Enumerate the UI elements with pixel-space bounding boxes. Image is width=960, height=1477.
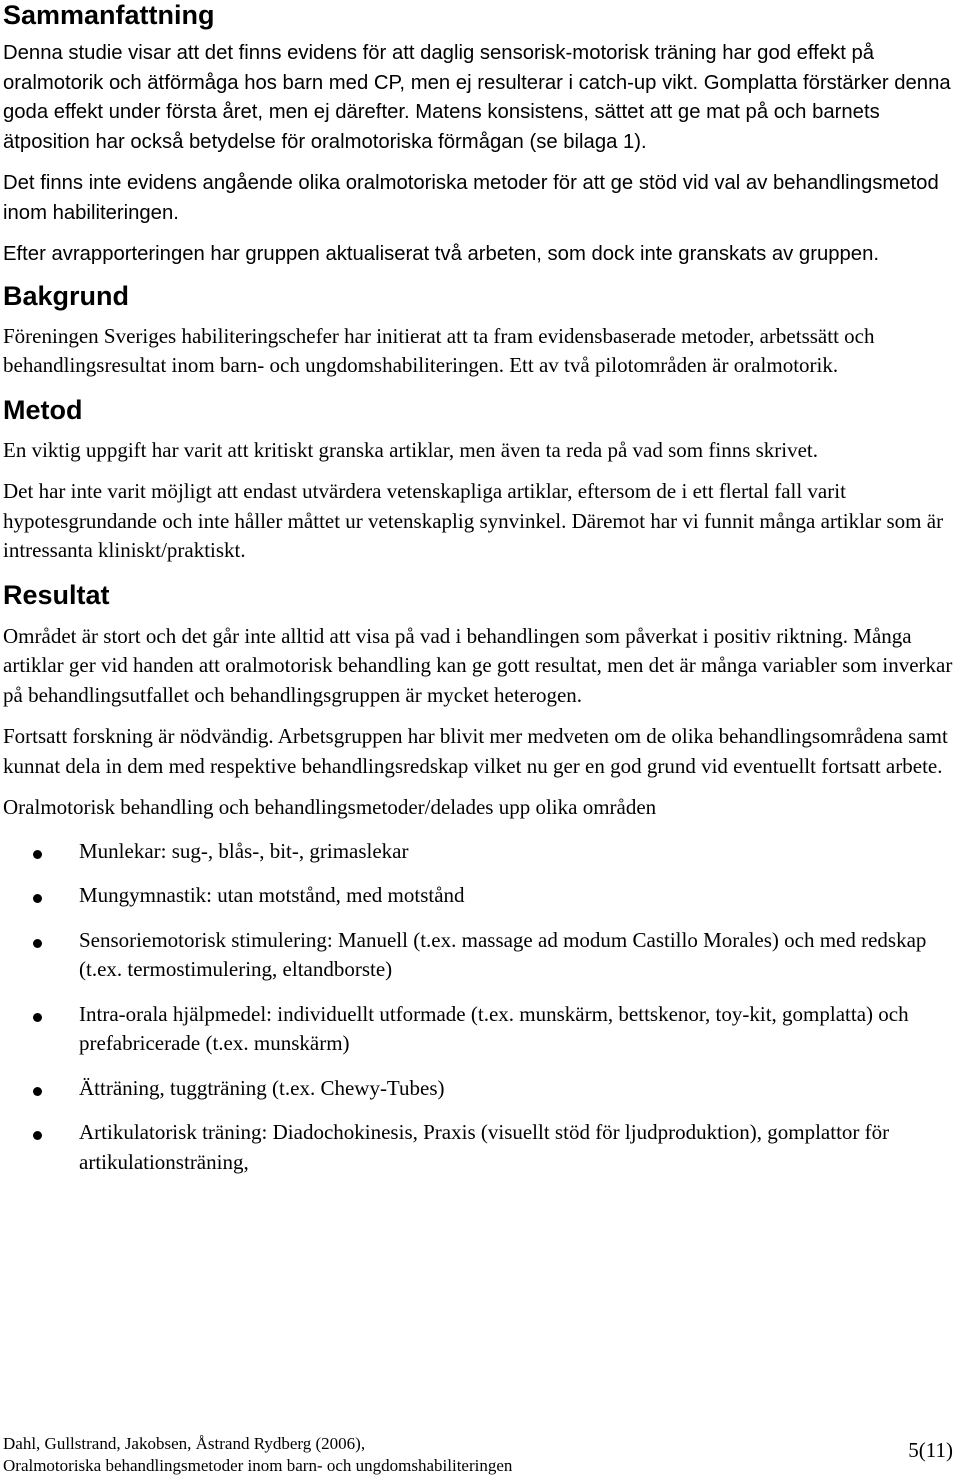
bullet-icon (33, 1013, 42, 1022)
page-footer (3, 1433, 953, 1476)
method-heading: Metod (3, 394, 83, 425)
summary-paragraph-2: Det finns inte evidens angående olika oralmotoriska metoder för att ge stöd vid val av behandlingsmetod inom habiliteringen. (3, 172, 939, 224)
list-item: Ätträning, tuggträning (t.ex. Chewy-Tubes) (3, 1074, 957, 1104)
bullet-icon (33, 1131, 42, 1140)
list-item: Intra-orala hjälpmedel: individuellt utformade (t.ex. munskärm, bettskenor, toy-kit, gomplatta) och prefabricerade (t.ex. munskärm) (3, 1000, 957, 1059)
summary-paragraph-1: Denna studie visar att det finns evidens för att daglig sensorisk-motorisk träning har god effekt på oralmotorik och ätförmåga hos barn med CP, men ej resulterar i catch-up vikt. Gomplatta förstärker denna goda effekt under första året, men ej därefter. Matens konsistens, sättet att ge mat på och barnets ätposition har också betydelse för oralmotoriska förmågan (se bilaga 1). (3, 42, 951, 153)
background-paragraph: Föreningen Sveriges habiliteringschefer har initierat att ta fram evidensbaserade metoder, arbetssätt och behandlingsresultat inom barn- och ungdomshabiliteringen. Ett av två pilotområden är oralmotorik. (3, 323, 875, 377)
bullet-icon (33, 894, 42, 903)
results-paragraph-3: Oralmotorisk behandling och behandlingsmetoder/delades upp olika områden (3, 795, 657, 819)
method-paragraph-2: Det har inte varit möjligt att endast utvärdera vetenskapliga artiklar, eftersom de i ett flertal fall varit hypotesgrundande och inte håller måttet ur vetenskaplig synvinkel. Däremot har vi funnit många artiklar som är intressanta kliniskt/praktiskt. (3, 479, 944, 562)
footer-citation-line-1: Dahl, Gullstrand, Jakobsen, Åstrand Rydberg (2006), (3, 1434, 366, 1453)
treatment-areas-list (3, 837, 957, 1178)
results-paragraph-1: Området är stort och det går inte alltid att visa på vad i behandlingen som påverkat i positiv riktning. Många artiklar ger vid handen att oralmotorisk behandling kan ge gott resultat, men det är många variabler som inverkar på behandlingsutfallet och behandlingsgruppen är mycket heterogen. (3, 623, 953, 707)
bullet-icon (33, 939, 42, 948)
results-heading: Resultat (3, 579, 110, 610)
list-item: Munlekar: sug-, blås-, bit-, grimaslekar (3, 837, 957, 867)
background-heading: Bakgrund (3, 280, 130, 311)
method-paragraph-1: En viktig uppgift har varit att kritiskt granska artiklar, men även ta reda på vad som finns skrivet. (3, 437, 819, 462)
summary-paragraph-3: Efter avrapporteringen har gruppen aktualiserat två arbeten, som dock inte granskats av gruppen. (3, 243, 879, 265)
list-item: Artikulatorisk träning: Diadochokinesis, Praxis (visuellt stöd för ljudproduktion), gomplattor för artikulationsträning, (3, 1118, 957, 1177)
bullet-icon (33, 1087, 42, 1096)
list-item: Mungymnastik: utan motstånd, med motstånd (3, 881, 957, 911)
list-item: Sensoriemotorisk stimulering: Manuell (t.ex. massage ad modum Castillo Morales) och med redskap (t.ex. termostimulering, eltandborste) (3, 926, 957, 985)
document-page (3, 0, 957, 1177)
summary-heading: Sammanfattning (3, 0, 215, 30)
footer-citation-line-2: Oralmotoriska behandlingsmetoder inom barn- och ungdomshabiliteringen (3, 1455, 513, 1475)
results-paragraph-2: Fortsatt forskning är nödvändig. Arbetsgruppen har blivit mer medveten om de olika behandlingsområdena samt kunnat dela in dem med respektive behandlingsredskap vilket nu ger en god grund vid eventuellt fortsatt arbete. (3, 724, 948, 778)
page-number: 5(11) (908, 1438, 953, 1462)
bullet-icon (33, 850, 42, 859)
